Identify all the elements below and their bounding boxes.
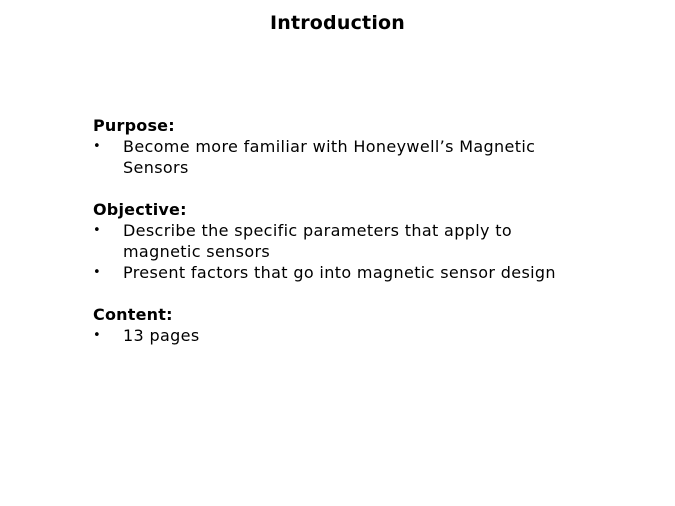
list-item [93,136,593,178]
purpose-heading: Purpose: [93,116,175,135]
bullet-text: Describe the specific parameters that apply to magnetic sensors [123,221,513,261]
list-item [93,262,593,283]
bullet-icon: • [93,223,102,238]
bullet-icon: • [93,139,102,154]
slide-body [93,115,593,367]
list-item [93,325,593,346]
content-heading: Content: [93,305,173,324]
content-section [93,304,593,346]
objective-section [93,199,593,283]
bullet-icon: • [93,265,102,280]
objective-heading: Objective: [93,200,187,219]
bullet-text: Become more familiar with Honeywell’s Magnetic Sensors [123,137,536,177]
purpose-list [93,136,593,178]
content-list [93,325,593,346]
slide-title: Introduction [269,12,406,34]
bullet-text: 13 pages [123,326,200,345]
bullet-text: Present factors that go into magnetic sensor design [123,263,556,282]
list-item [93,220,593,262]
bullet-icon: • [93,328,102,343]
purpose-section [93,115,593,178]
objective-list [93,220,593,283]
